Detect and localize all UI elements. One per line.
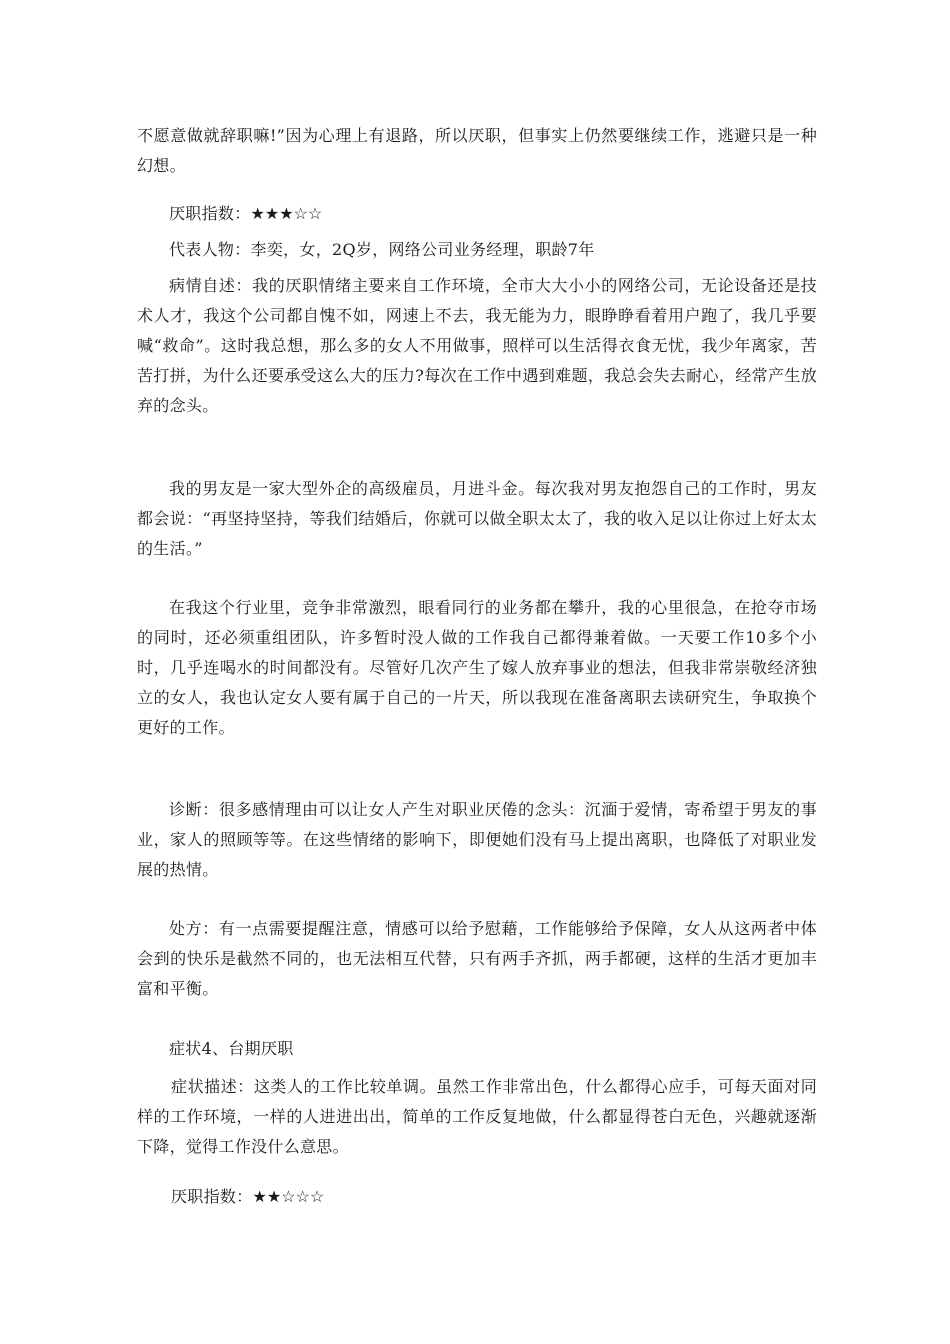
aversion-index-label-2: 厌职指数：: [171, 1187, 253, 1206]
boyfriend-paragraph: 我的男友是一家大型外企的高级雇员，月进斗金。每次我对男友抱怨自己的工作时，男友都会说：“再坚持坚持，等我们结婚后，你就可以做全职太太了，我的收入足以让你过上好太太的生活。”: [137, 479, 817, 558]
aversion-index-line: [137, 199, 817, 229]
aversion-index-stars-2: ★★☆☆☆: [252, 1187, 325, 1206]
aversion-index-line-2: [137, 1182, 817, 1212]
aversion-index-label: 厌职指数：: [169, 204, 251, 223]
industry-paragraph: 在我这个行业里，竞争非常激烈，眼看同行的业务都在攀升，我的心里很急，在抢夺市场的同时，还必须重组团队，许多暂时没人做的工作我自己都得兼着做。一天要工作10多个小时，几乎连喝水的时间都没有。尽管好几次产生了嫁人放弃事业的想法，但我非常崇敬经济独立的女人，我也认定女人要有属于自己的一片天，所以我现在准备离职去读研究生，争取换个更好的工作。: [137, 598, 817, 737]
representative-person: 代表人物：李奕，女，2Q岁，网络公司业务经理，职龄7年: [169, 240, 595, 259]
aversion-index-stars: ★★★☆☆: [250, 204, 323, 223]
self-description-paragraph: 病情自述：我的厌职情绪主要来自工作环境，全市大大小小的网络公司，无论设备还是技术人才，我这个公司都自愧不如，网速上不去，我无能为力，眼睁睁看着用户跑了，我几乎要喊“救命”。这时我总想，那么多的女人不用做事，照样可以生活得衣食无忧，我少年离家，苦苦打拼，为什么还要承受这么大的压力?每次在工作中遇到难题，我总会失去耐心，经常产生放弃的念头。: [137, 276, 817, 415]
symptom-heading: 症状4、台期厌职: [169, 1039, 294, 1058]
paragraph-continuation: 不愿意做就辞职嘛!”因为心理上有退路，所以厌职，但事实上仍然要继续工作，逃避只是一种幻想。: [137, 126, 817, 175]
symptom-description-paragraph: 症状描述：这类人的工作比较单调。虽然工作非常出色，什么都得心应手，可每天面对同样的工作环境，一样的人进进出出，简单的工作反复地做，什么都显得苍白无色，兴趣就逐渐下降，觉得工作没什么意思。: [137, 1077, 817, 1156]
diagnosis-paragraph: 诊断：很多感情理由可以让女人产生对职业厌倦的念头：沉湎于爱情，寄希望于男友的事业，家人的照顾等等。在这些情绪的影响下，即便她们没有马上提出离职，也降低了对职业发展的热情。: [137, 800, 817, 879]
prescription-paragraph: 处方：有一点需要提醒注意，情感可以给予慰藉，工作能够给予保障，女人从这两者中体会到的快乐是截然不同的，也无法相互代替，只有两手齐抓，两手都硬，这样的生活才更加丰富和平衡。: [137, 919, 817, 998]
